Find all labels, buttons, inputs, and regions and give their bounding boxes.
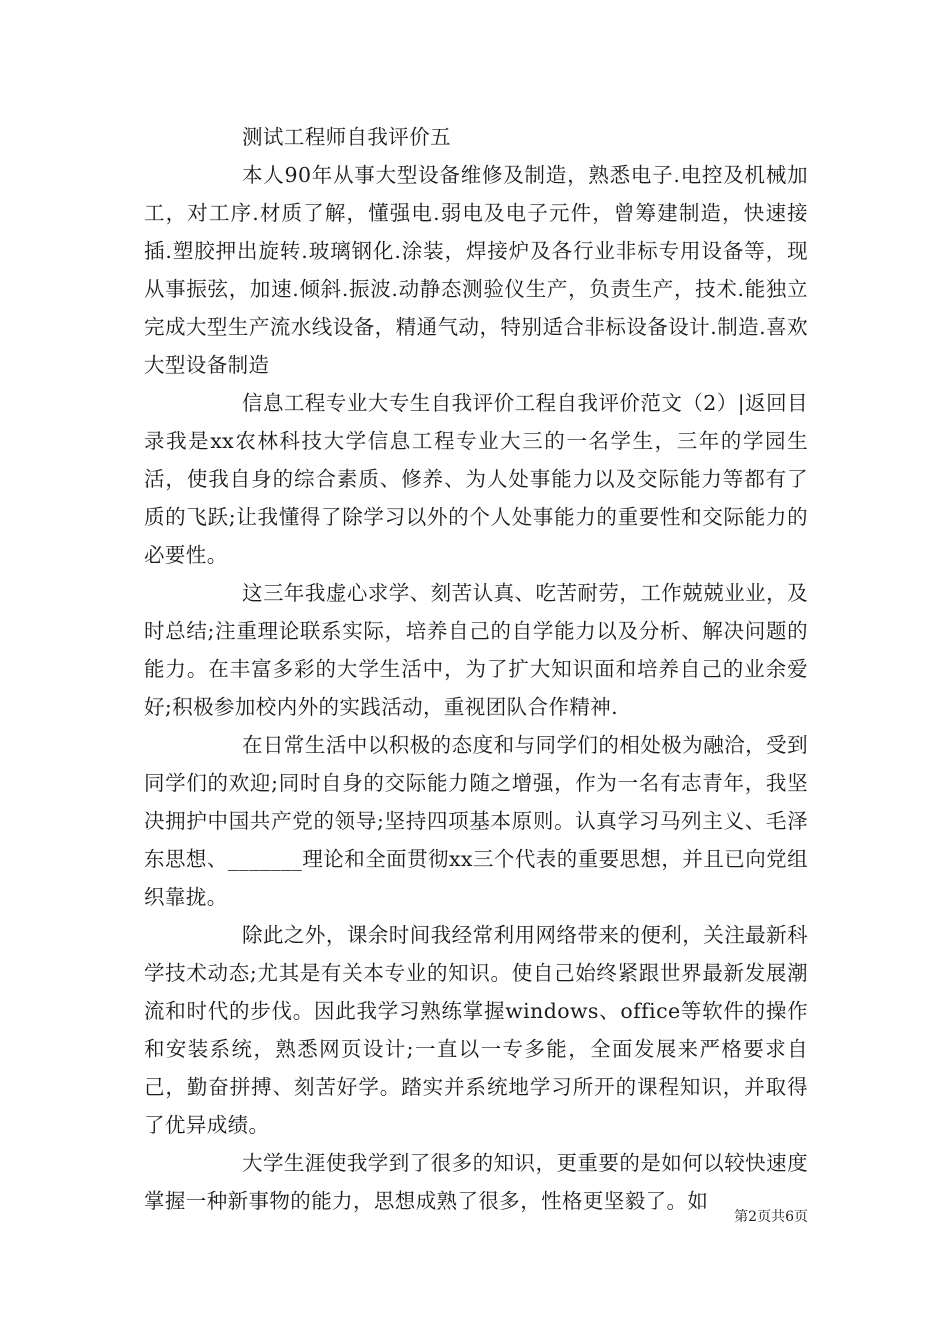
section-heading: 测试工程师自我评价五 bbox=[242, 125, 451, 149]
paragraph: 除此之外，课余时间我经常利用网络带来的便利，关注最新科学技术动态;尤其是有关本专业的知识。使自己始终紧跟世界最新发展潮流和时代的步伐。因此我学习熟练掌握windows、office等软件的操作和安装系统，熟悉网页设计;一直以一专多能，全面发展来严格要求自己，勤奋拼搏、刻苦好学。踏实并系统地学习所开的课程知识，并取得了优异成绩。 bbox=[144, 923, 808, 1137]
paragraph: 本人90年从事大型设备维修及制造，熟悉电子.电控及机械加工，对工序.材质了解，懂强电.弱电及电子元件，曾筹建制造，快速接插.塑胶押出旋转.玻璃钢化.涂装，焊接炉及各行业非标专用设备等，现从事振弦，加速.倾斜.振波.动静态测验仪生产，负责生产，技术.能独立完成大型生产流水线设备，精通气动，特别适合非标设备设计.制造.喜欢大型设备制造 bbox=[144, 163, 808, 377]
page-number-footer: 第2页共6页 bbox=[734, 1209, 808, 1225]
paragraph: 信息工程专业大专生自我评价工程自我评价范文（2）|返回目录我是xx农林科技大学信息工程专业大三的一名学生，三年的学园生活，使我自身的综合素质、修养、为人处事能力以及交际能力等都有了质的飞跃;让我懂得了除学习以外的个人处事能力的重要性和交际能力的必要性。 bbox=[144, 391, 808, 567]
paragraph: 大学生涯使我学到了很多的知识，更重要的是如何以较快速度掌握一种新事物的能力，思想成熟了很多，性格更坚毅了。如 bbox=[144, 1151, 808, 1213]
document-body bbox=[144, 118, 808, 1220]
paragraph: 这三年我虚心求学、刻苦认真、吃苦耐劳，工作兢兢业业，及时总结;注重理论联系实际，培养自己的自学能力以及分析、解决问题的能力。在丰富多彩的大学生活中，为了扩大知识面和培养自己的业余爱好;积极参加校内外的实践活动，重视团队合作精神. bbox=[144, 581, 808, 719]
paragraph: 在日常生活中以积极的态度和与同学们的相处极为融洽，受到同学们的欢迎;同时自身的交际能力随之增强，作为一名有志青年，我坚决拥护中国共产党的领导;坚持四项基本原则。认真学习马列主义、毛泽东思想、_______理论和全面贯彻xx三个代表的重要思想，并且已向党组织靠拢。 bbox=[144, 733, 808, 909]
